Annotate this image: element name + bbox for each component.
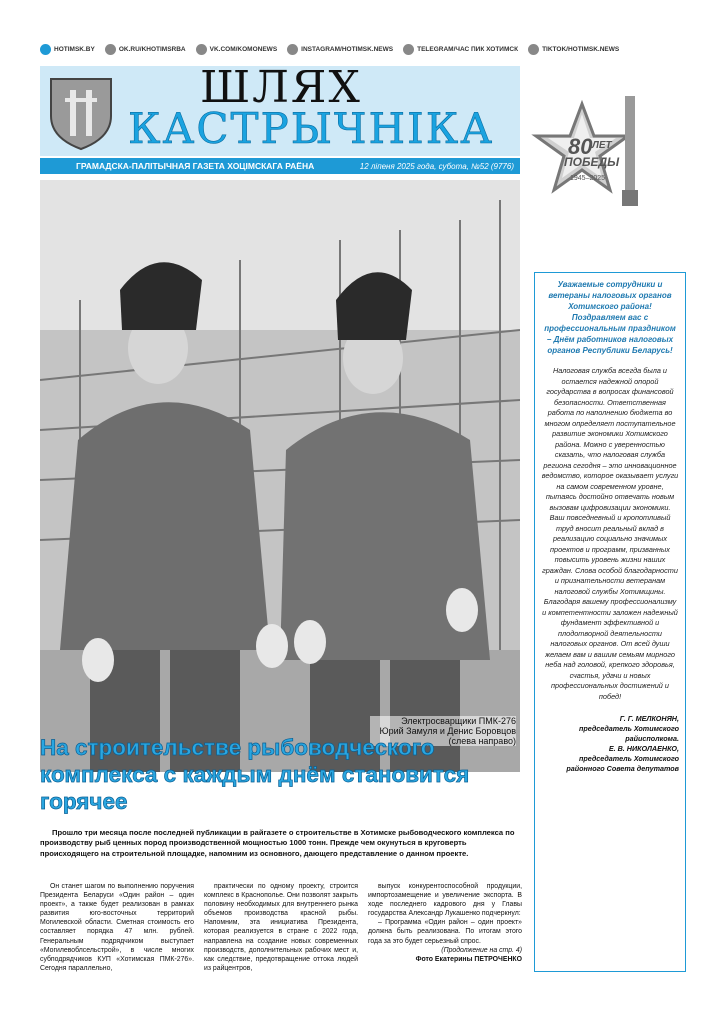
congratulation-greeting: Уважаемые сотрудники и ветераны налоговых органов Хотимского района! Поздравляем вас с профессиональным праздником – Днём работников налоговых органов Республики Беларусь!: [544, 280, 676, 355]
masthead-title-line1: ШЛЯХ: [200, 62, 362, 113]
newspaper-subtitle: ГРАМАДСКА-ПАЛІТЫЧНАЯ ГАЗЕТА ХОЦІМСКАГА РАЁНА: [76, 161, 315, 171]
emblem-number: 80: [568, 134, 593, 159]
emblem-line1: ЛЕТ: [592, 140, 612, 151]
social-item-tiktok[interactable]: TIKTOK/HOTIMSK.NEWS: [528, 44, 619, 55]
social-item-site[interactable]: HOTIMSK.BY: [40, 44, 95, 55]
signer-2-role: председатель Хотимского районного Совета депутатов: [566, 754, 679, 773]
ok-icon: [105, 44, 116, 55]
signer-1-name: Г. Г. МЕЛКОНЯН,: [619, 714, 679, 723]
emblem-line2: ПОБЕДЫ: [564, 155, 620, 169]
social-item-ok[interactable]: OK.RU/KHOTIMSRBA: [105, 44, 186, 55]
article-column-3: выпуск конкурентоспособной продукции, импортозамещение и увеличение экспорта. В ходе последнего кадрового дня у Главы государства Александр Лукашенко подчеркнул: – Программа «Один район – один проект» должна быть реализована. По итогам этого года за это будет серьезный спрос. (Продолжение на стр. 4) Фото Екатерины ПЕТРОЧЕНКО: [368, 883, 522, 963]
signer-1-role: председатель Хотимского райисполкома.: [578, 724, 679, 743]
article-column-1: Он станет шагом по выполнению поручения Президента Беларуси «Один район – один проект», а также будет реализован в рамках развития юго-восточных территорий Могилевской области. Сметная стоимость его составляет порядка 47 млн. рублей. Генеральным подрядчиком выступает «Могилевоблсельстрой», в числе многих субподрядчиков КУП «Хотимская ПМК-276». Сегодня параллельно,: [40, 883, 194, 972]
photo-caption: Электросварщики ПМК-276 Юрий Замуля и Денис Боровцов (слева направо): [370, 716, 516, 746]
masthead: [40, 62, 520, 156]
article-lead: Прошло три месяца после последней публикации в райгазете о строительстве в Хотимске рыбоводческого комплекса по производству рыб ценных пород производственной мощностью 1000 тонн. Прежде чем окунуться в круговерть происходящего на строительной площадке, напомним из основного, дающего представление о данном проекте.: [40, 828, 515, 858]
globe-icon: [40, 44, 51, 55]
congratulation-text: Налоговая служба всегда была и остается надежной опорой государства в вопросах финансовой безопасности. Ответственная работа по наполнению бюджета во многом определяет поступательное развитие экономики Хотимского района. Можно с уверенностью сказать, что налоговая служба региона сегодня – это инновационное ведомство, которое оказывает услуги на самом современном уровне, пытаясь достойно отвечать новым вызовам цифровизации экономики. Ваш повседневный и кропотливый труд вносит реальный вклад в реализацию социально значимых проектов и программ, призванных повысить уровень жизни наших граждан. Слова особой благодарности и признательности ветеранам налоговой службы Хотимщины. Благодаря вашему профессионализму и компетентности заложен надежный фундамент эффективной и плодотворной деятельности налоговых органов. От всей души желаем вам и вашим семьям мирного неба над головой, крепкого здоровья, счастья, удачи и новых профессиональных достижений и побед!: [541, 366, 679, 701]
masthead-subtitle-bar: [40, 158, 520, 174]
victory-80-emblem: [530, 90, 665, 215]
signer-2-name: Е. В. НИКОЛАЕНКО,: [608, 744, 679, 753]
vk-icon: [196, 44, 207, 55]
signatures: [541, 714, 679, 774]
article-headline: На строительстве рыбоводческого комплекса с каждым днём становится горячее: [40, 735, 470, 814]
social-links-bar: [40, 40, 690, 58]
social-item-vk[interactable]: VK.COM/KOMONEWS: [196, 44, 278, 55]
masthead-title-line2: КАСТРЫЧНІКА: [128, 104, 495, 153]
continued-note: (Продолжение на стр. 4): [441, 946, 522, 954]
article-body: [40, 882, 522, 1002]
main-photo: [40, 180, 520, 772]
instagram-icon: [287, 44, 298, 55]
telegram-icon: [403, 44, 414, 55]
article-column-2: практически по одному проекту, строится комплекс в Краснополье. Они позволят закрыть половину необходимых для внутреннего рынка объемов производства красной рыбы. Напомним, эта инициатива Президента, которая реализуется в стране с 2022 года, направлена на создание новых современных производств, дополнительных рабочих мест и, как следствие, предотвращение оттока людей из райцентров,: [204, 883, 358, 972]
issue-date: 12 ліпеня 2025 года, субота, №52 (9776): [359, 161, 514, 171]
social-item-instagram[interactable]: INSTAGRAM/HOTIMSK.NEWS: [287, 44, 393, 55]
emblem-years: 1945–2025: [570, 175, 606, 182]
tiktok-icon: [528, 44, 539, 55]
social-item-telegram[interactable]: TELEGRAM/ЧАС ПИК ХОТИМСК: [403, 44, 518, 55]
photo-credit: Фото Екатерины ПЕТРОЧЕНКО: [415, 955, 522, 963]
coat-of-arms-icon: [48, 76, 114, 152]
welders-photo-illustration: [40, 180, 520, 772]
congratulation-box: [534, 272, 686, 972]
